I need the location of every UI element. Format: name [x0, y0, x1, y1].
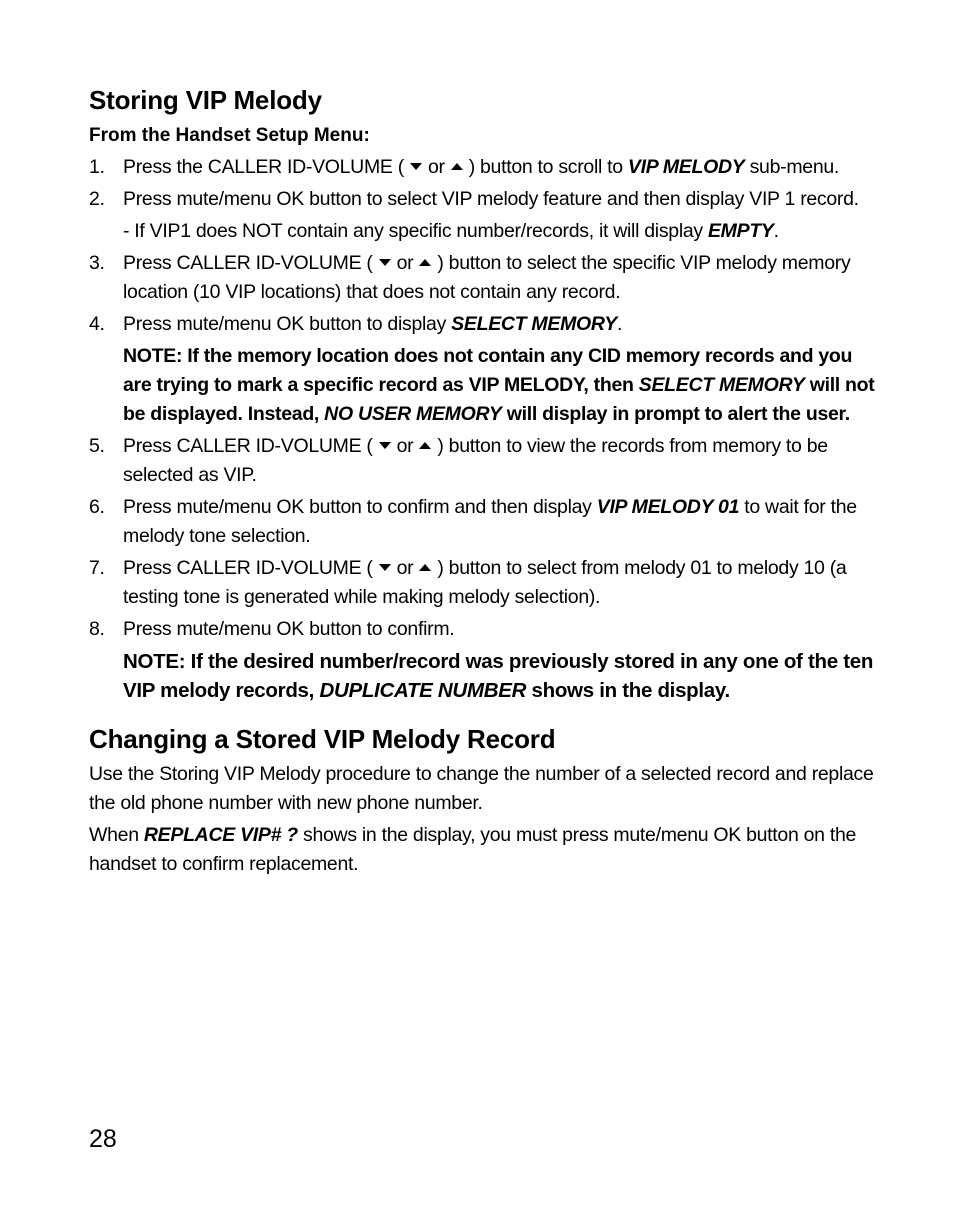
step-6 [89, 493, 879, 551]
step-3 [89, 249, 879, 307]
paragraph-text: When [89, 824, 139, 846]
display-text-no-user-memory: NO USER MEMORY [324, 403, 502, 425]
step-number: 8. [89, 618, 105, 640]
up-arrow-icon [419, 442, 431, 449]
step-text: Press mute/menu OK button to confirm and then display [123, 496, 592, 518]
step-8 [89, 615, 879, 644]
or-text: or [427, 156, 445, 178]
up-arrow-icon [419, 259, 431, 266]
display-text-vip-melody: VIP MELODY [627, 156, 745, 178]
step-5 [89, 432, 879, 490]
display-text-select-memory: SELECT MEMORY [451, 313, 618, 335]
note-text: NOTE: If the memory location does not contain any CID memory records and you are trying to mark a specific record as VIP MELODY, then [123, 345, 853, 396]
or-text: or [396, 557, 414, 579]
step-number: 2. [89, 188, 105, 210]
step-number: 6. [89, 496, 105, 518]
step-text: . [617, 313, 623, 335]
note-duplicate-number [89, 647, 879, 705]
step-text: sub-menu. [749, 156, 840, 178]
step-text: Press mute/menu OK button to confirm. [123, 618, 455, 640]
page-content [89, 82, 879, 882]
step-text: ) button to view the records from memory to be selected as VIP. [123, 435, 828, 486]
note-no-cid-records [89, 342, 879, 429]
display-text-empty: EMPTY [707, 220, 774, 242]
down-arrow-icon [410, 163, 422, 170]
subnote-text: . [773, 220, 779, 242]
step-text: Press mute/menu OK button to display [123, 313, 447, 335]
step-text: to wait for the melody tone selection. [123, 496, 857, 547]
note-text: shows in the display. [531, 679, 730, 702]
step-text: Press CALLER ID-VOLUME ( [123, 252, 373, 274]
paragraph-text: shows in the display, you must press mute/menu OK button on the handset to confirm replacement. [89, 824, 857, 875]
or-text: or [396, 435, 414, 457]
step-2 [89, 185, 879, 214]
step-number: 1. [89, 156, 105, 178]
display-text-replace-vip: REPLACE VIP# ? [143, 824, 298, 846]
step-text: Press CALLER ID-VOLUME ( [123, 557, 373, 579]
subheading-handset-setup-menu: From the Handset Setup Menu: [89, 125, 370, 146]
step-7 [89, 554, 879, 612]
subnote-text: - If VIP1 does NOT contain any specific number/records, it will display [123, 220, 703, 242]
step-2-subnote [89, 217, 879, 246]
step-number: 3. [89, 252, 105, 274]
display-text-select-memory: SELECT MEMORY [638, 374, 805, 396]
section-title-changing-vip-record: Changing a Stored VIP Melody Record [89, 724, 556, 754]
paragraph-change-procedure: Use the Storing VIP Melody procedure to change the number of a selected record and replace the old phone number with new phone number. [89, 763, 874, 814]
step-number: 4. [89, 313, 105, 335]
paragraph-replace-confirm [89, 821, 879, 879]
display-text-duplicate-number: DUPLICATE NUMBER [319, 679, 527, 702]
section-title-storing-vip-melody: Storing VIP Melody [89, 85, 322, 115]
step-text: ) button to select the specific VIP melody memory location (10 VIP locations) that does not contain any record. [123, 252, 851, 303]
step-number: 5. [89, 435, 105, 457]
down-arrow-icon [379, 564, 391, 571]
down-arrow-icon [379, 259, 391, 266]
note-text: will not be displayed. Instead, [123, 374, 875, 425]
up-arrow-icon [419, 564, 431, 571]
display-text-vip-melody-01: VIP MELODY 01 [596, 496, 740, 518]
step-1 [89, 153, 879, 182]
down-arrow-icon [379, 442, 391, 449]
note-text: NOTE: If the desired number/record was previously stored in any one of the ten VIP melody records, [123, 650, 874, 702]
step-text: ) button to select from melody 01 to melody 10 (a testing tone is generated while making melody selection). [123, 557, 847, 608]
step-number: 7. [89, 557, 105, 579]
page-number: 28 [89, 1125, 117, 1153]
step-text: Press CALLER ID-VOLUME ( [123, 435, 373, 457]
note-text: will display in prompt to alert the user. [506, 403, 850, 425]
up-arrow-icon [451, 163, 463, 170]
or-text: or [396, 252, 414, 274]
step-text: Press the CALLER ID-VOLUME ( [123, 156, 404, 178]
step-4 [89, 310, 879, 339]
step-text: ) button to scroll to [468, 156, 623, 178]
step-text: Press mute/menu OK button to select VIP melody feature and then display VIP 1 record. [123, 188, 859, 210]
